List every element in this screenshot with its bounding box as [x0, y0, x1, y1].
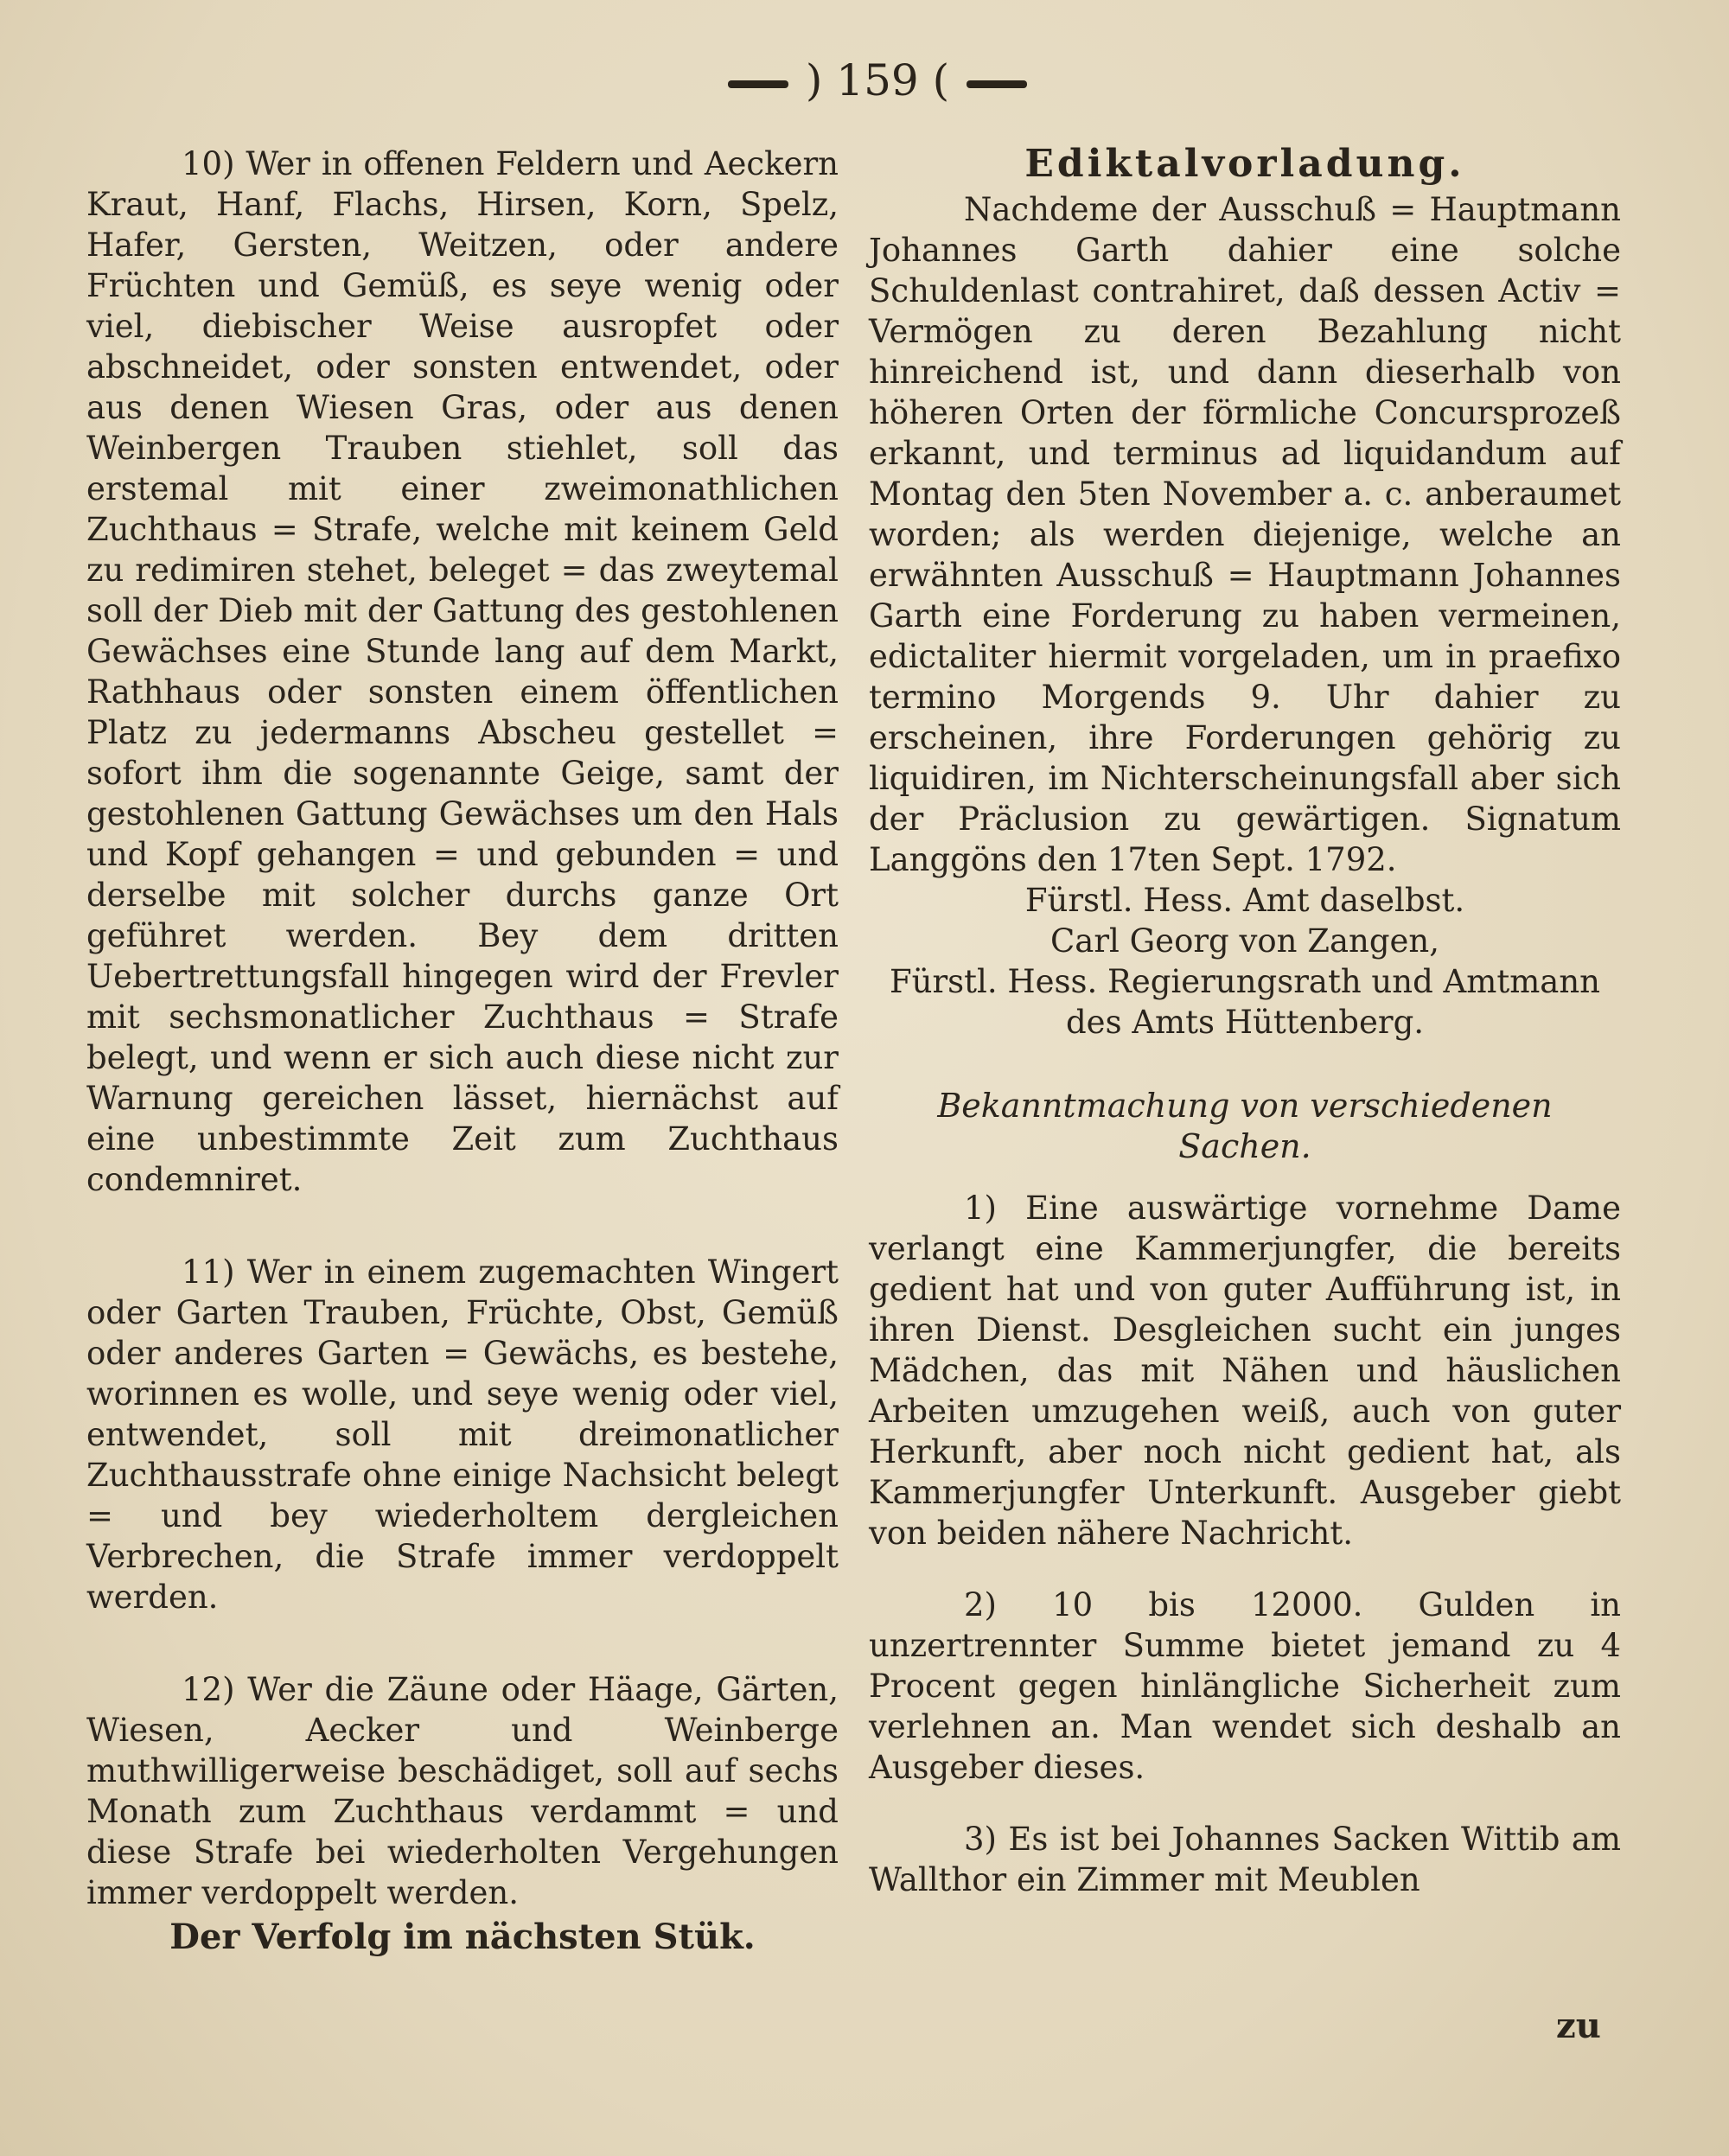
signature-title: Fürstl. Hess. Regierungsrath und Amtmann des Amts Hüttenberg.: [889, 963, 1601, 1041]
edikt-body: Nachdeme der Ausschuß = Hauptmann Johannes Garth dahier eine solche Schuldenlast contrahiret, daß dessen Activ = Vermögen zu deren Bezahlung nicht hinreichend ist, und dann dieserhalb von höheren Orten der förmliche Concursprozeß erkannt, und terminus ad liquidandum auf Montag den 5ten November a. c. anberaumet worden; als werden diejenige, welche an erwähnten Ausschuß = Hauptmann Johannes Garth eine Forderung zu haben vermeinen, edictaliter hiermit vorgeladen, um in praefixo termino Morgends 9. Uhr dahier zu erscheinen, ihre Forderungen gehörig zu liquidiren, im Nichterscheinungsfall aber sich der Präclusion zu gewärtigen. Signatum Langgöns den 17ten Sept. 1792.: [869, 191, 1621, 878]
paragraph-gap: [86, 1200, 839, 1252]
paragraph-gap: [869, 1788, 1621, 1819]
header-dash-left: [728, 80, 788, 88]
left-column: [86, 144, 839, 1957]
paragraph-10: 10) Wer in offenen Feldern und Aeckern Kraut, Hanf, Flachs, Hirsen, Korn, Spelz, Hafer, Gersten, Weitzen, oder andere Früchten und Gemüß, es seye wenig oder viel, diebischer Weise ausropfet oder abschneidet, oder sonsten entwendet, oder aus denen Wiesen Gras, oder aus denen Weinbergen Trauben stiehlet, soll das erstemal mit einer zweimonathlichen Zuchthaus = Strafe, welche mit keinem Geld zu redimiren stehet, beleget = das zweytemal soll der Dieb mit der Gattung des gestohlenen Gewächses eine Stunde lang auf dem Markt, Rathhaus oder sonsten einem öffentlichen Platz zu jedermanns Abscheu gestellet = sofort ihm die sogenannte Geige, samt der gestohlenen Gattung Gewächses um den Hals und Kopf gehangen = und gebunden = und derselbe mit solcher durchs ganze Ort geführet werden. Bey dem dritten Uebertrettungsfall hingegen wird der Frevler mit sechsmonatlicher Zuchthaus = Strafe belegt, und wenn er sich auch diese nicht zur Warnung gereichen lässet, hiernächst auf eine unbestimmte Zeit zum Zuchthaus condemniret.: [86, 145, 839, 1198]
notice-item-1: 1) Eine auswärtige vornehme Dame verlangt eine Kammerjungfer, die bereits gedient hat und von guter Aufführung ist, in ihren Dienst. Desgleichen sucht ein junges Mädchen, das mit Nähen und häuslichen Arbeiten umzugehen weiß, auch von guter Herkunft, aber noch nicht gedient hat, als Kammerjungfer Unterkunft. Ausgeber giebt von beiden nähere Nachricht.: [869, 1190, 1621, 1552]
paragraph-gap: [869, 1553, 1621, 1585]
signature-name: Carl Georg von Zangen,: [1050, 922, 1440, 960]
page-header: [674, 50, 1081, 111]
catchword: zu: [1556, 2006, 1601, 2046]
paragraph-gap: [86, 1617, 839, 1669]
right-column: [869, 144, 1621, 1900]
notice-item-2: 2) 10 bis 12000. Gulden in unzertrennter Summe bietet jemand zu 4 Procent gegen hinlängliche Sicherheit zum verlehnen an. Man wendet sich deshalb an Ausgeber dieses.: [869, 1586, 1621, 1786]
page-number: ) 159 (: [805, 55, 950, 105]
paragraph-11: 11) Wer in einem zugemachten Wingert oder Garten Trauben, Früchte, Obst, Gemüß oder anderes Garten = Gewächs, es bestehe, worinnen es wolle, und seye wenig oder viel, entwendet, soll mit dreimonatlicher Zuchthausstrafe ohne einige Nachsicht belegt = und bey wiederholtem dergleichen Verbrechen, die Strafe immer verdoppelt werden.: [86, 1253, 839, 1616]
continuation-note: Der Verfolg im nächsten Stük.: [169, 1917, 756, 1957]
edikt-title: Ediktalvorladung.: [1024, 142, 1465, 186]
paragraph-gap: [869, 1167, 1621, 1188]
notice-item-3: 3) Es ist bei Johannes Sacken Wittib am Wallthor ein Zimmer mit Meublen: [869, 1821, 1621, 1898]
signature-office: Fürstl. Hess. Amt daselbst.: [1024, 882, 1465, 919]
header-dash-right: [967, 80, 1027, 88]
bekanntmachung-title: Bekanntmachung von verschiedenen Sachen.: [937, 1087, 1553, 1165]
paragraph-12: 12) Wer die Zäune oder Häage, Gärten, Wiesen, Aecker und Weinberge muthwilligerweise beschädiget, soll auf sechs Monath zum Zuchthaus verdammt = und diese Strafe bei wiederholten Vergehungen immer verdoppelt werden.: [86, 1671, 839, 1911]
